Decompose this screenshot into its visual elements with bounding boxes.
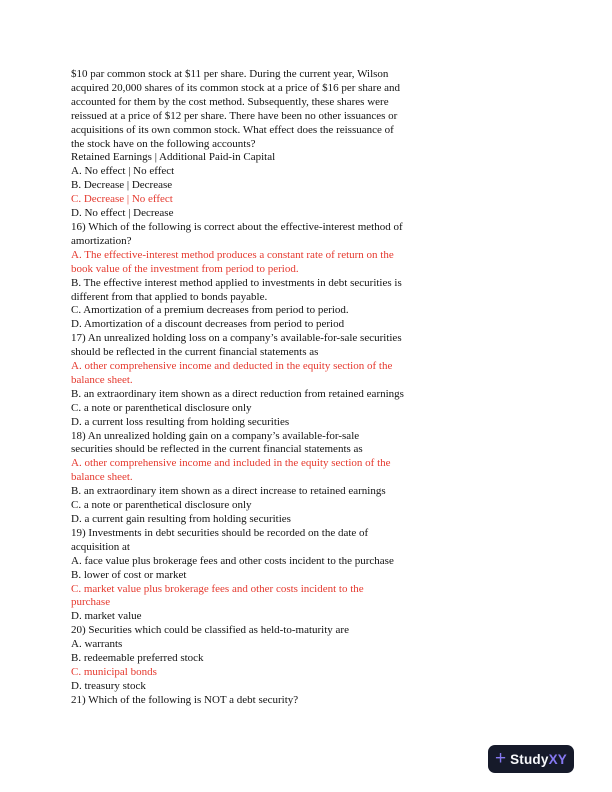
document-line: D. market value — [71, 610, 142, 623]
document-line: balance sheet. — [71, 471, 133, 484]
studyxy-badge — [488, 745, 574, 773]
document-line: D. a current gain resulting from holding securities — [71, 513, 291, 525]
document-line: $10 par common stock at $11 per share. During the current year, Wilson — [71, 68, 389, 80]
document-line: C. market value plus brokerage fees and other costs incident to the — [71, 582, 364, 595]
plus-icon: + — [494, 747, 507, 769]
document-line: 19) Investments in debt securities should be recorded on the date of — [71, 526, 369, 539]
document-line: A. warrants — [71, 638, 123, 651]
document-line: B. redeemable preferred stock — [71, 652, 204, 665]
document-line: should be reflected in the current financial statements as — [71, 346, 319, 359]
document-line: balance sheet. — [71, 373, 133, 386]
document-line: acquired 20,000 shares of its common stock at a price of $16 per share and — [71, 81, 400, 94]
document-line: C. a note or parenthetical disclosure only — [71, 499, 252, 512]
document-line: C. municipal bonds — [71, 665, 157, 678]
document-line: B. an extraordinary item shown as a direct reduction from retained earnings — [71, 387, 404, 400]
document-line: accounted for them by the cost method. Subsequently, these shares were — [71, 95, 389, 108]
document-line: 21) Which of the following is NOT a debt security? — [71, 693, 299, 706]
document-line: securities should be reflected in the current financial statements as — [71, 443, 363, 456]
document-line: 20) Securities which could be classified as held-to-maturity are — [71, 624, 349, 637]
document-line: B. The effective interest method applied to investments in debt securities is — [71, 276, 402, 289]
document-line: acquisition at — [71, 540, 130, 553]
document-line: A. other comprehensive income and included in the equity section of the — [71, 457, 391, 470]
document-line: A. face value plus brokerage fees and other costs incident to the purchase — [71, 554, 394, 567]
document-line: A. The effective-interest method produces a constant rate of return on the — [71, 248, 394, 261]
document-line: reissued at a price of $12 per share. There have been no other issuances or — [71, 109, 398, 122]
document-text — [71, 68, 471, 708]
document-line: different from that applied to bonds payable. — [71, 290, 268, 303]
document-line: Retained Earnings | Additional Paid-in Capital — [71, 151, 276, 164]
document-line: D. a current loss resulting from holding securities — [71, 415, 290, 428]
document-line: purchase — [71, 596, 111, 609]
document-line: B. an extraordinary item shown as a direct increase to retained earnings — [71, 485, 386, 498]
document-line: C. a note or parenthetical disclosure only — [71, 401, 252, 414]
document-line: A. No effect | No effect — [71, 165, 175, 178]
document-line: B. lower of cost or market — [71, 568, 187, 581]
document-line: C. Amortization of a premium decreases from period to period. — [71, 304, 349, 317]
document-line: A. other comprehensive income and deducted in the equity section of the — [71, 360, 393, 373]
document-line: C. Decrease | No effect — [71, 193, 173, 206]
document-line: the stock have on the following accounts? — [71, 137, 256, 150]
document-line: 18) An unrealized holding gain on a company’s available-for-sale — [71, 429, 360, 442]
brand-name-accent: XY — [548, 751, 568, 767]
document-line: D. Amortization of a discount decreases from period to period — [71, 318, 345, 331]
document-line: amortization? — [71, 234, 132, 247]
document-line: 17) An unrealized holding loss on a company’s available-for-sale securities — [71, 332, 402, 345]
document-line: B. Decrease | Decrease — [71, 179, 173, 192]
document-line: acquisitions of its own common stock. What effect does the reissuance of — [71, 123, 394, 136]
document-line: D. No effect | Decrease — [71, 207, 174, 220]
document-line: 16) Which of the following is correct about the effective-interest method of — [71, 220, 403, 233]
document-line: D. treasury stock — [71, 679, 146, 692]
brand-name — [510, 752, 567, 767]
brand-name-primary: Study — [510, 751, 549, 767]
document-line: book value of the investment from period to period. — [71, 262, 299, 275]
